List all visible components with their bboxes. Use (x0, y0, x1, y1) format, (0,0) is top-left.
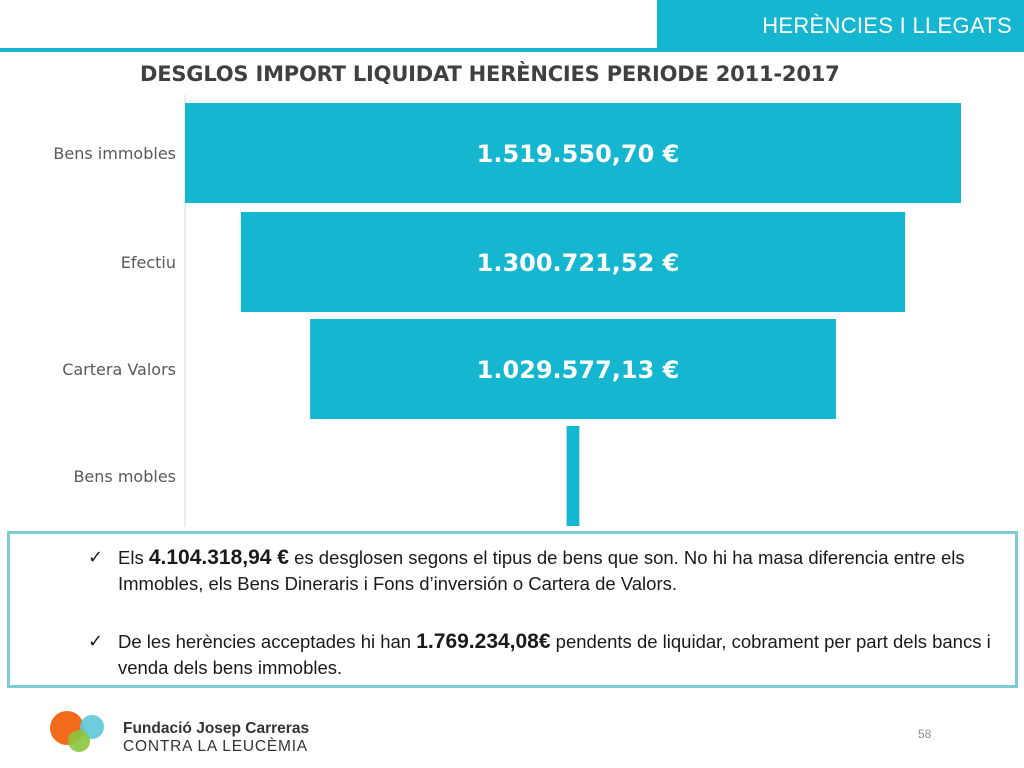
checkmark-icon: ✓ (88, 631, 104, 652)
page-number: 58 (918, 727, 932, 741)
foundation-logo-icon (48, 708, 108, 754)
value-label: 1.029.577,13 € (476, 356, 680, 384)
funnel-chart (0, 95, 1024, 527)
section-title: HERÈNCIES I LLEGATS (657, 0, 1024, 52)
note-1-post: es desglosen segons el tipus de bens que son. No hi ha masa diferencia entre els Immobles, els Bens Dineraris i Fons d’inversión o Cartera de Valors. (118, 547, 965, 594)
note-bullet-1 (88, 545, 1008, 597)
note-bullet-2 (88, 629, 1008, 681)
header-band (0, 0, 657, 52)
value-label: 1.519.550,70 € (476, 140, 680, 168)
org-subtitle: CONTRA LA LEUCÈMIA (123, 738, 308, 755)
value-label: 1.300.721,52 € (476, 249, 680, 277)
org-name: Fundació Josep Carreras (123, 720, 310, 737)
note-1-pre: Els (118, 547, 149, 568)
note-text-1 (118, 545, 1008, 597)
note-2-post: pendents de liquidar, cobrament per part dels bancs i venda dels bens immobles. (118, 631, 991, 678)
note-2-pre: De les herències acceptades hi han (118, 631, 417, 652)
chart-title: DESGLOS IMPORT LIQUIDAT HERÈNCIES PERIODE 2011-2017 (140, 62, 840, 86)
category-label: Bens immobles (53, 144, 176, 163)
category-label: Efectiu (120, 253, 176, 272)
checkmark-icon: ✓ (88, 547, 104, 568)
category-label: Cartera Valors (62, 360, 176, 379)
category-label: Bens mobles (73, 467, 176, 486)
notes-box (7, 531, 1018, 688)
note-text-2 (118, 629, 1008, 681)
note-2-amount: 1.769.234,08€ (416, 630, 551, 653)
funnel-bar-bens-mobles (567, 426, 580, 526)
note-1-amount: 4.104.318,94 € (148, 546, 289, 569)
